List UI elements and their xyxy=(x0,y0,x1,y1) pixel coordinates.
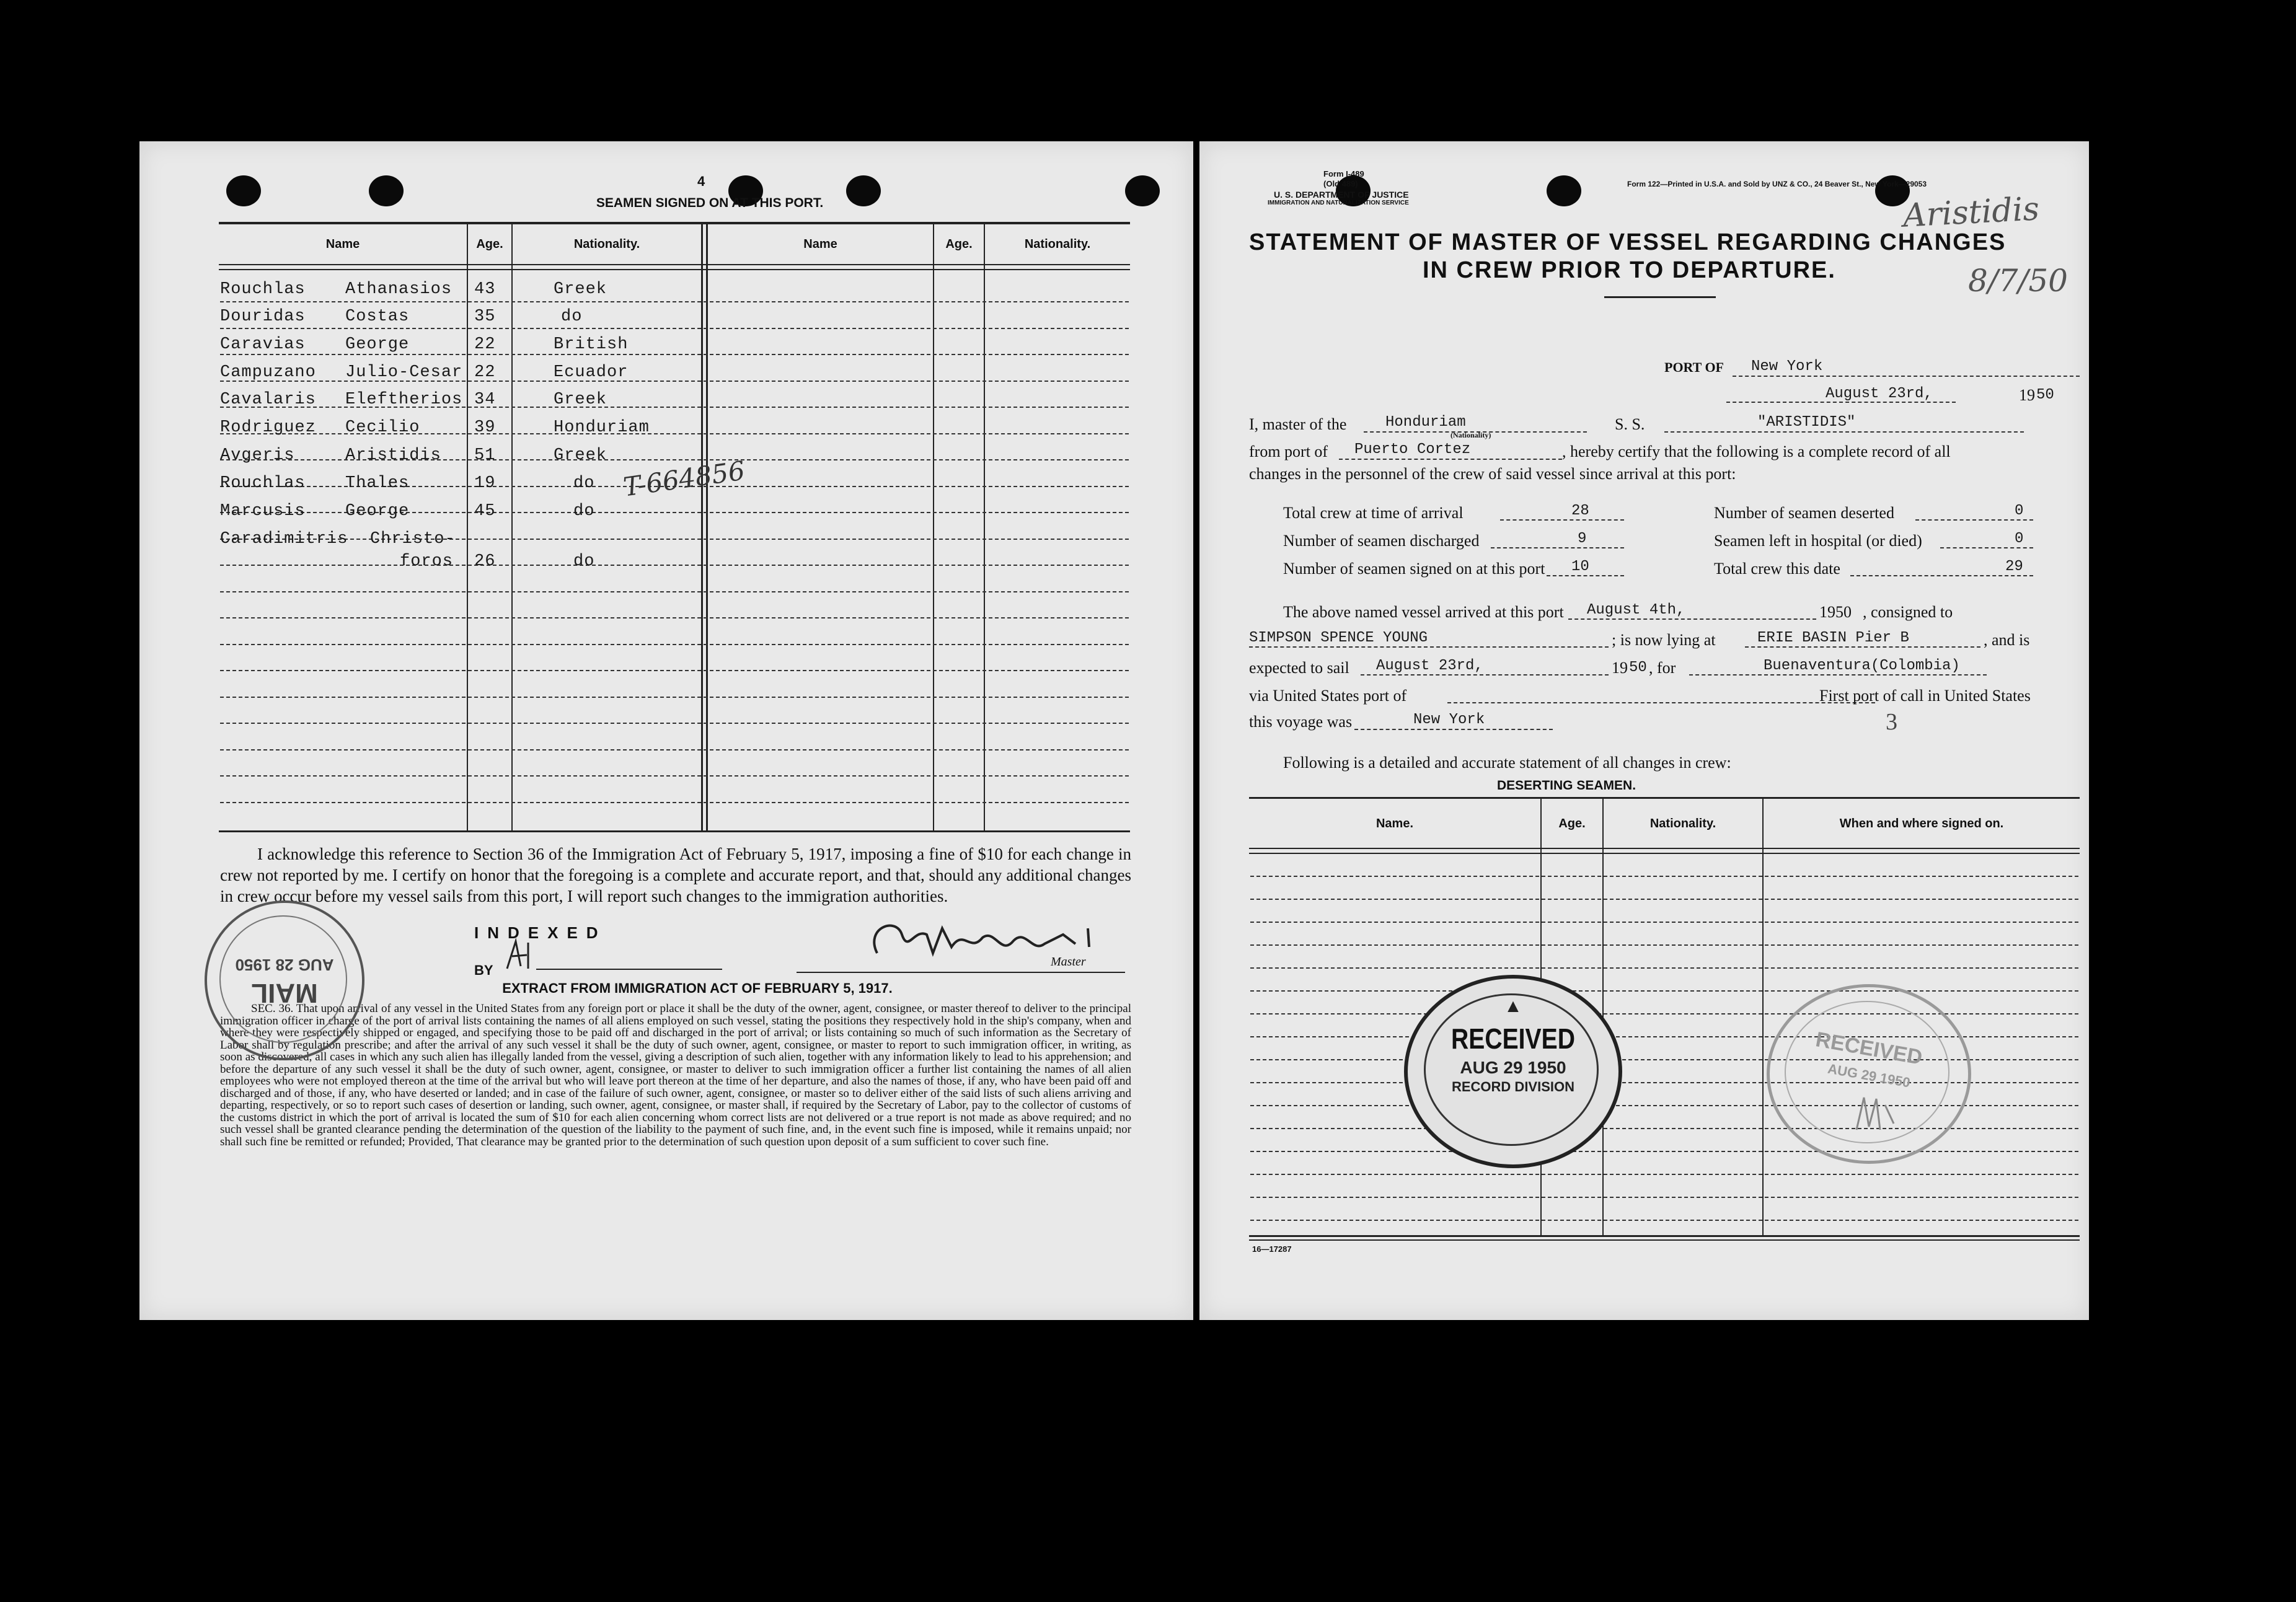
punch-hole xyxy=(226,175,261,206)
right-page xyxy=(1199,141,2089,1320)
expected-year-prefix: 19 xyxy=(1612,659,1628,677)
row-line xyxy=(1250,876,2078,877)
for-label: , for xyxy=(1649,659,1676,677)
hospital-value: 0 xyxy=(2015,530,2024,547)
certify-text: , hereby certify that the following is a complete record of all xyxy=(1562,442,1951,460)
fill-line xyxy=(1354,729,1553,730)
row-age: 34 xyxy=(474,390,496,409)
row-nationality: do xyxy=(573,474,595,493)
row-nationality: Greek xyxy=(554,280,607,299)
fill-line xyxy=(1689,674,1987,676)
deserted-value: 0 xyxy=(2015,503,2024,519)
page-mark: 3 xyxy=(1886,709,1897,735)
fill-line xyxy=(1547,575,1624,576)
row-line xyxy=(220,539,1129,540)
by-label: BY xyxy=(474,962,493,978)
master-of-label: I, master of the xyxy=(1249,415,1347,433)
row-line xyxy=(220,802,1129,803)
column-header-name-2: Name xyxy=(803,237,837,251)
received-stamp-division: RECORD DIVISION xyxy=(1451,1079,1575,1094)
row-given-name: foros xyxy=(400,552,454,571)
deserting-header-age: Age. xyxy=(1558,817,1586,830)
row-age: 43 xyxy=(474,280,496,299)
row-line xyxy=(220,670,1129,671)
mail-stamp-word: MAIL xyxy=(251,978,318,1008)
row-given-name: Christo- xyxy=(370,530,456,548)
service: IMMIGRATION AND NATURALIZATION SERVICE xyxy=(1268,200,1409,206)
row-surname: Rodriguez xyxy=(220,418,316,437)
discharged-value: 9 xyxy=(1578,530,1587,547)
row-nationality: Greek xyxy=(554,446,607,465)
discharged-label: Number of seamen discharged xyxy=(1283,532,1480,550)
deserting-header-when-where: When and where signed on. xyxy=(1839,817,2004,830)
row-line xyxy=(220,565,1129,566)
row-line xyxy=(1250,944,2078,946)
handwritten-date: 8/7/50 xyxy=(1968,263,2068,299)
fill-line xyxy=(1915,519,2033,521)
row-given-name: Cecilio xyxy=(345,418,420,437)
row-line xyxy=(220,697,1129,698)
row-line xyxy=(1250,1128,2078,1129)
column-header-age-2: Age. xyxy=(945,237,973,251)
row-nationality: Ecuador xyxy=(554,363,629,382)
fill-line xyxy=(1249,646,1609,648)
footer-code: 16—17287 xyxy=(1252,1244,1292,1254)
faint-received-stamp xyxy=(1767,984,1971,1164)
hospital-label: Seamen left in hospital (or died) xyxy=(1714,532,1922,550)
row-given-name: Thales xyxy=(345,474,410,493)
received-stamp-arrow: ▲ xyxy=(1504,996,1522,1016)
arrived-year: 1950 xyxy=(1819,603,1852,621)
from-port-label: from port of xyxy=(1249,442,1328,460)
row-surname: Rouchlas xyxy=(220,474,306,493)
row-given-name: Athanasios xyxy=(345,280,453,299)
deserting-header-nationality: Nationality. xyxy=(1649,817,1716,830)
vessel-name: "ARISTIDIS" xyxy=(1757,414,1856,431)
consigned-label: , consigned to xyxy=(1863,603,1953,621)
punch-hole xyxy=(369,175,404,206)
row-line xyxy=(220,328,1129,329)
deserted-label: Number of seamen deserted xyxy=(1714,504,1894,522)
fill-line xyxy=(1361,674,1609,676)
following-text: Following is a detailed and accurate statement of all changes in crew: xyxy=(1283,754,1731,772)
department: U. S. DEPARTMENT OF JUSTICE xyxy=(1274,190,1409,200)
signed-on-label: Number of seamen signed on at this port xyxy=(1283,560,1545,578)
ss-label: S. S. xyxy=(1615,415,1645,433)
form-number: Form I-489 xyxy=(1323,169,1364,178)
row-surname: Douridas xyxy=(220,307,306,326)
faint-stamp-initials xyxy=(1850,1093,1900,1136)
column-divider xyxy=(984,224,985,830)
row-age: 35 xyxy=(474,307,496,326)
form-title-line2: IN CREW PRIOR TO DEPARTURE. xyxy=(1423,257,1836,283)
row-nationality: do xyxy=(561,307,583,326)
year-value: 50 xyxy=(2036,387,2054,403)
form-title-line1: STATEMENT OF MASTER OF VESSEL REGARDING CHANGES xyxy=(1249,229,2007,255)
faint-stamp-word: RECEIVED xyxy=(1814,1028,1924,1070)
expected-label: expected to sail xyxy=(1249,659,1349,677)
table-top-rule xyxy=(1249,797,2080,799)
row-given-name: Costas xyxy=(345,307,410,326)
via-label: via United States port of xyxy=(1249,687,1407,705)
row-surname: Rouchlas xyxy=(220,280,306,299)
acknowledgement-text: I acknowledge this reference to Section 36 of the Immigration Act of February 5, 1917, imposing a fine of $10 for each change in crew not reported by me. I certify on honor that the foregoing is a complete and accurate report, and that, should any additional changes in crew occur before my vessel sails from this port, I will report such changes to the immigration authorities. xyxy=(220,845,1131,905)
row-given-name: George xyxy=(345,502,410,521)
row-nationality: Honduriam xyxy=(554,418,650,437)
row-age: 51 xyxy=(474,446,496,465)
signed-on-value: 10 xyxy=(1571,558,1589,575)
total-today-value: 29 xyxy=(2005,558,2023,575)
left-page xyxy=(139,141,1193,1320)
row-given-name: Eleftherios xyxy=(345,390,463,409)
date-value: August 23rd, xyxy=(1826,385,1933,402)
consignee: SIMPSON SPENCE YOUNG xyxy=(1249,630,1428,646)
total-today-label: Total crew this date xyxy=(1714,560,1840,578)
handwritten-vessel-name: Aristidis xyxy=(1902,190,2041,235)
row-surname: Caravias xyxy=(220,335,306,354)
table-bottom-rule xyxy=(1249,1239,2080,1241)
row-line xyxy=(1250,1220,2078,1221)
fill-line xyxy=(1733,376,2080,377)
arrived-value: August 4th, xyxy=(1587,602,1685,618)
table-bottom-rule xyxy=(1249,1235,2080,1237)
row-line xyxy=(1250,967,2078,969)
row-nationality: British xyxy=(554,335,629,354)
fill-line xyxy=(1940,547,2033,548)
handwritten-annotation: T-664856 xyxy=(621,455,747,503)
row-nationality: do xyxy=(573,502,595,521)
row-line xyxy=(220,617,1129,618)
row-line xyxy=(220,723,1129,724)
row-line xyxy=(220,591,1129,592)
row-surname: Cavalaris xyxy=(220,390,316,409)
column-header-name: Name xyxy=(325,237,360,251)
fill-line xyxy=(1491,547,1624,548)
total-crew-arrival-value: 28 xyxy=(1571,503,1589,519)
port-value: New York xyxy=(1751,358,1823,375)
lying-value: ERIE BASIN Pier B xyxy=(1757,630,1909,646)
row-nationality: Greek xyxy=(554,390,607,409)
column-header-nationality: Nationality. xyxy=(573,237,640,251)
indexed-label: INDEXED xyxy=(474,923,607,942)
page-title: SEAMEN SIGNED ON AT THIS PORT. xyxy=(596,196,824,210)
row-line xyxy=(220,775,1129,777)
first-port-label: First port of call in United States xyxy=(1819,687,2031,705)
table-header-rule xyxy=(219,269,1130,270)
deserting-header-name: Name. xyxy=(1375,817,1414,830)
deserting-title: DESERTING SEAMEN. xyxy=(1497,778,1636,793)
row-given-name: Aristidis xyxy=(345,446,441,465)
row-nationality: do xyxy=(573,552,595,571)
faint-stamp-date: AUG 29 1950 xyxy=(1826,1060,1912,1091)
column-divider xyxy=(467,224,468,830)
row-line xyxy=(1250,1013,2078,1014)
arrived-label: The above named vessel arrived at this port xyxy=(1283,603,1564,621)
voyage-value: New York xyxy=(1413,711,1485,728)
expected-value: August 23rd, xyxy=(1376,658,1483,674)
row-line xyxy=(1250,1197,2078,1198)
row-surname: Marcusis xyxy=(220,502,306,521)
signature-rule xyxy=(536,969,722,970)
signature-rule xyxy=(797,972,1125,973)
port-label: PORT OF xyxy=(1664,359,1724,375)
row-age: 22 xyxy=(474,335,496,354)
table-header-rule xyxy=(219,264,1130,265)
received-stamp-word: RECEIVED xyxy=(1451,1023,1575,1055)
row-line xyxy=(220,749,1129,750)
nationality-value: Honduriam xyxy=(1385,414,1466,431)
row-surname: Campuzano xyxy=(220,363,316,382)
voyage-label: this voyage was xyxy=(1249,713,1353,731)
total-crew-arrival-label: Total crew at time of arrival xyxy=(1283,504,1464,522)
column-divider xyxy=(933,224,934,830)
received-stamp xyxy=(1404,975,1622,1168)
table-bottom-rule xyxy=(219,830,1130,832)
destination: Buenaventura(Colombia) xyxy=(1764,658,1960,674)
row-age: 26 xyxy=(474,552,496,571)
year-prefix: 19 xyxy=(2019,386,2035,404)
lying-label: ; is now lying at xyxy=(1612,631,1716,649)
page-number: 4 xyxy=(697,174,705,189)
row-line xyxy=(1250,990,2078,992)
title-underline xyxy=(1604,296,1716,298)
nationality-caption: (Nationality) xyxy=(1450,431,1491,439)
received-stamp-date: AUG 29 1950 xyxy=(1460,1058,1566,1077)
table-top-rule xyxy=(219,222,1130,224)
row-age: 19 xyxy=(474,474,496,493)
mail-stamp-content xyxy=(207,903,362,1058)
fill-line xyxy=(1664,431,2024,433)
column-header-nationality-2: Nationality. xyxy=(1024,237,1091,251)
fill-line xyxy=(1500,519,1624,521)
column-divider xyxy=(511,224,513,830)
row-line xyxy=(1250,922,2078,923)
row-line xyxy=(220,644,1129,645)
form-old-number: (Old 489) xyxy=(1323,179,1358,188)
row-given-name: George xyxy=(345,335,410,354)
and-is-label: , and is xyxy=(1984,631,2030,649)
mail-stamp-date: AUG 28 1950 xyxy=(235,956,334,974)
extract-text: SEC. 36. That upon arrival of any vessel in the United States from any foreign port or place it shall be the duty of the owner, agent, consignee, or master thereof to deliver to the principal immigration officer in charge of the port of arrival lists containing the names of all aliens employed on such vessel, stating the positions they respectively hold in the ship's company, when and where they were respectively shipped or engaged, and specifying those to be paid off and discharged in the port of arrival; or lists containing so much of such information as the Secretary of Labor shall by regulation prescribe; and after the arrival of any such vessel it shall be the duty of such owner, agent, consignee, or master to report to such immigration officer, in writing, as soon as discovered, all cases in which any such alien has illegally landed from the vessel, giving a description of such alien, together with any information likely to lead to his apprehension; and before the departure of any such vessel it shall be the duty of such owner, agent, consignee, or master to deliver to such immigration officer a further list containing the names of all alien employees who were not employed thereon at the time of the arrival but who will leave port thereon at the time of her departure, and also the names of those, if any, who have been paid off and discharged and of those, if any, who have deserted or landed; and in case of the failure of such owner, agent, consignee, or master so to deliver either of the said lists of such aliens arriving and departing, respectively, or so to report such cases of desertion or landing, such owner, agent, consignee, or master shall, if required by the Secretary of Labor, pay to the collector of customs of the customs district in which the port of arrival is located the sum of $10 for each alien concerning whom correct lists are not delivered or a true report is not made as above required; and no such vessel shall be granted clearance pending the determination of the question of the liability to the payment of such fine, and, in the event such fine is imposed, while it remains unpaid; nor shall such fine be remitted or refunded; Provided, That clearance may be granted prior to the determination of such question upon deposit of a sum sufficient to cover such fine. xyxy=(220,1002,1131,1148)
row-age: 39 xyxy=(474,418,496,437)
row-age: 22 xyxy=(474,363,496,382)
initials-scrawl xyxy=(502,938,539,972)
row-surname: Caradimitris xyxy=(220,530,348,548)
table-header-rule xyxy=(1249,853,2080,854)
row-line xyxy=(1250,899,2078,900)
fill-line xyxy=(1850,575,2033,576)
fill-line xyxy=(1568,618,1816,620)
row-line xyxy=(220,301,1129,302)
from-port-value: Puerto Cortez xyxy=(1354,441,1471,458)
column-divider xyxy=(1762,799,1764,1235)
fill-line xyxy=(1745,646,1980,648)
table-header-rule xyxy=(1249,848,2080,849)
column-divider xyxy=(706,224,708,830)
column-divider xyxy=(701,224,703,830)
certify-text-2: changes in the personnel of the crew of said vessel since arrival at this port: xyxy=(1249,465,1736,483)
row-line xyxy=(1250,1151,2078,1152)
row-surname: Avgeris xyxy=(220,446,295,465)
row-line xyxy=(1250,1174,2078,1175)
row-line xyxy=(220,354,1129,355)
printer-note: Form 122—Printed in U.S.A. and Sold by UNZ & CO., 24 Beaver St., New York—29053 xyxy=(1627,180,1927,188)
row-given-name: Julio-Cesar xyxy=(345,363,463,382)
row-age: 45 xyxy=(474,502,496,521)
punch-hole xyxy=(1125,175,1160,206)
punch-hole xyxy=(1547,175,1581,206)
fill-line xyxy=(1447,702,1875,703)
mail-stamp xyxy=(205,900,364,1060)
fill-line xyxy=(1339,459,1562,460)
column-header-age: Age. xyxy=(476,237,503,251)
expected-year: 50 xyxy=(1629,659,1647,676)
master-label: Master xyxy=(1051,955,1086,969)
extract-title: EXTRACT FROM IMMIGRATION ACT OF FEBRUARY 5, 1917. xyxy=(502,980,893,996)
